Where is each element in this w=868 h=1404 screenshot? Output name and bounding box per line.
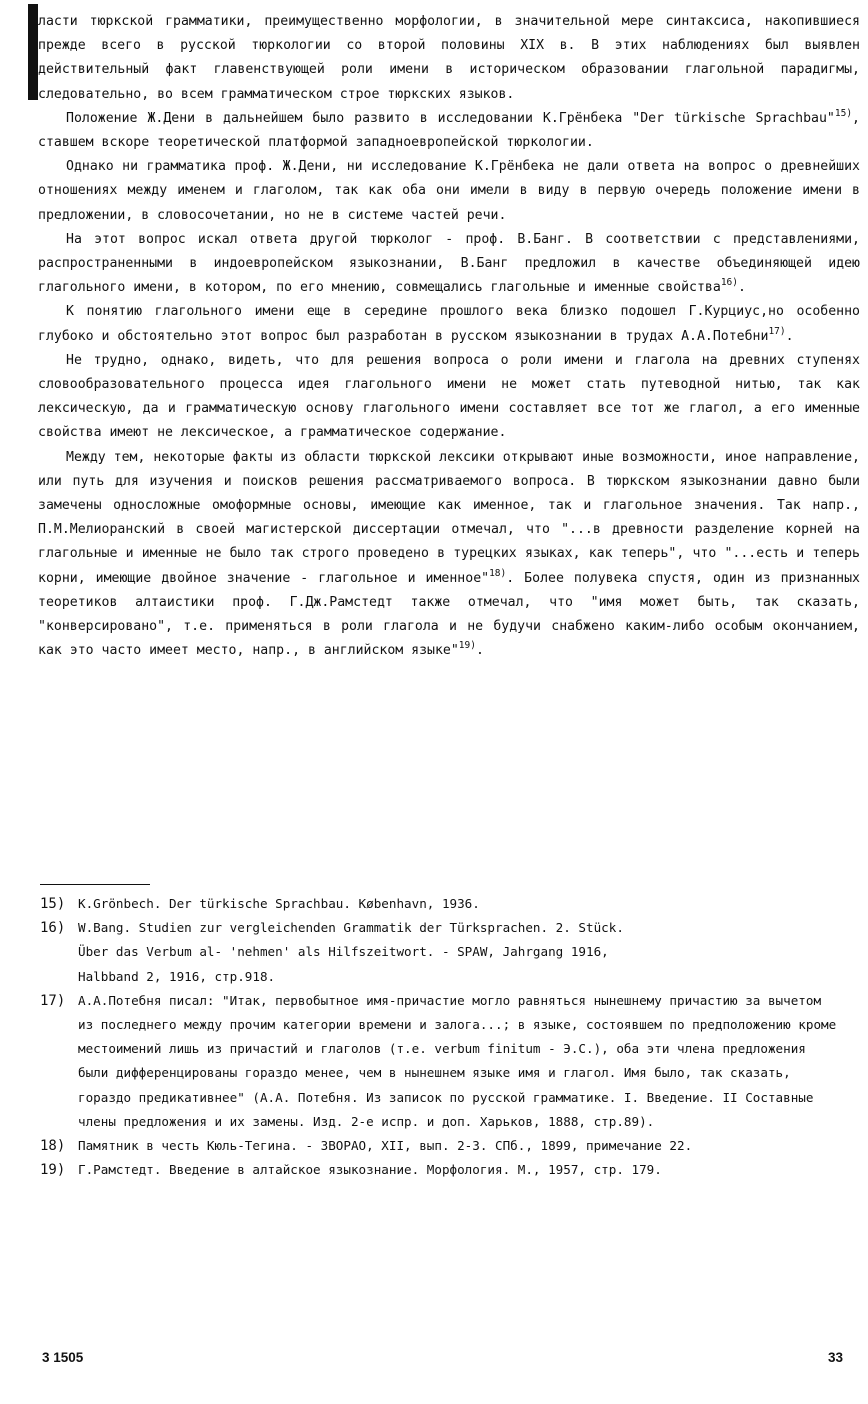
paragraph-6: Не трудно, однако, видеть, что для решения вопроса о роли имени и глагола на древних ступенях словообразовательного процесса идея глагольного имени не может стать путеводной нитью, так как лексическую, да и грамматическую основу глагольного имени составляет все тот же глагол, а его именные свойства имеют не лексическое, а грамматическое содержание. <box>38 352 860 441</box>
footnote-ref-16: 16) <box>720 277 738 289</box>
footnote-number: 17) <box>40 992 66 1009</box>
print-code: 3 1505 <box>42 1350 84 1365</box>
footnote-text: Über das Verbum al- 'nehmen' als Hilfszeitwort. - SPAW, Jahrgang 1916, <box>78 944 609 960</box>
footnote-number: 18) <box>40 1138 66 1155</box>
footnote-text: Г.Рамстедт. Введение в алтайское языкознание. Морфология. М., 1957, стр. 179. <box>78 1162 662 1178</box>
footnote-text: Halbband 2, 1916, стр.918. <box>78 968 276 984</box>
footnote-19 <box>40 1158 840 1182</box>
page-number: 33 <box>828 1350 844 1365</box>
paragraph-4: На этот вопрос искал ответа другой тюрколог - проф. В.Банг. В соответствии с представлениями, распространенными в индоевропейском языкознании, В.Банг предложил в качестве объединяющей идею глагольного имени, в котором, по его мнению, совмещались глагольные и именные свойства$^{16)}$. <box>38 231 860 296</box>
footnote-number: 16) <box>40 920 66 937</box>
footnote-text: K.Grönbech. Der türkische Sprachbau. København, 1936. <box>78 896 480 911</box>
footnote-text: А.А.Потебня писал: "Итак, первобытное имя-причастие могло равняться нынешнему причастию за вычетом из последнего между прочим категории времени и залога...; в языке, состоявшем по предположению кроме местоимений лишь из причастий и глаголов (т.е. verbum finitum - Э.С.), оба эти члена предложения были дифференцированы гораздо менее, чем в нынешнем языке имя и глагол. Имя было, так сказать, гораздо предикативнее" (А.А. Потебня. Из записок по русской грамматике. I. Введение. II Составные члены предложения и их замены. Изд. 2-е испр. и доп. Харьков, 1888, стр.89). <box>78 992 837 1129</box>
footnote-ref-19: 19) <box>458 640 476 652</box>
paragraph-5: К понятию глагольного имени еще в середине прошлого века близко подошел Г.Курциус,но особенно глубоко и обстоятельно этот вопрос был разработан в русском языкознании в трудах А.А.Потебни$^{17)}$. <box>38 304 860 344</box>
paragraph-7: Между тем, некоторые факты из области тюркской лексики открывают иные возможности, иное направление, или путь для изучения и поисков решения рассматриваемого вопроса. В тюркском языкознании давно были замечены односложные омоформные основы, имеющие как именное, так и глагольное значения. Так напр., П.М.Мелиоранский в своей магистерской диссертации отмечал, что "...в древности разделение корней на глагольные и именные не было так строго проведено в турецких языках, как теперь", что "...есть и теперь корни, имеющие двойное значение - глагольное и именное"$^{18)}$. Более полувека спустя, один из признанных теоретиков алтаистики проф. Г.Дж.Рамстедт также отмечал, что "имя может быть, так сказать, "конверсировано", т.е. применяться в роли глагола и не будучи снабжено каким-либо особым окончанием, как это часто имеет место, напр., в английском языке"$^{19)}$. <box>38 449 860 659</box>
footnote-15 <box>40 892 840 916</box>
footnote-separator <box>40 884 150 885</box>
footnote-18 <box>40 1134 840 1158</box>
footnote-ref-18: 18) <box>489 567 507 579</box>
main-text <box>38 10 860 663</box>
footnote-number: 15) <box>40 896 66 912</box>
footnotes <box>40 892 840 1182</box>
margin-bar <box>28 4 38 100</box>
footnote-16 <box>40 916 840 989</box>
footnote-text: W.Bang. Studien zur vergleichenden Grammatik der Türksprachen. 2. Stück. <box>78 920 624 936</box>
paragraph-2: Положение Ж.Дени в дальнейшем было развито в исследовании К.Грёнбека "Der türkische Sprachbau"$^{15)}$, ставшем вскоре теоретической платформой западноевропейской тюркологии. <box>38 107 860 151</box>
footnote-ref-17: 17) <box>768 325 786 337</box>
paragraph-1: ласти тюркской грамматики, преимущественно морфологии, в значительной мере синтаксиса, накопившиеся прежде всего в русской тюркологии со второй половины XIX в. В этих наблюдениях был выявлен действительный факт главенствующей роли имени в историческом образовании глагольной парадигмы, следовательно, во всем грамматическом строе тюркских языков. <box>38 14 860 102</box>
footnote-ref-15: 15) <box>834 107 853 119</box>
footnote-text: Памятник в честь Кюль-Тегина. - ЗВОРАО, XII, вып. 2-3. СПб., 1899, примечание 22. <box>78 1138 693 1154</box>
paragraph-3: Однако ни грамматика проф. Ж.Дени, ни исследование К.Грёнбека не дали ответа на вопрос о древнейших отношениях между именем и глаголом, так как оба они имели в виду в первую очередь положение имени в предложении, в словосочетании, но не в системе частей речи. <box>38 159 860 223</box>
footnote-number: 19) <box>40 1162 66 1179</box>
footnote-17 <box>40 989 840 1134</box>
